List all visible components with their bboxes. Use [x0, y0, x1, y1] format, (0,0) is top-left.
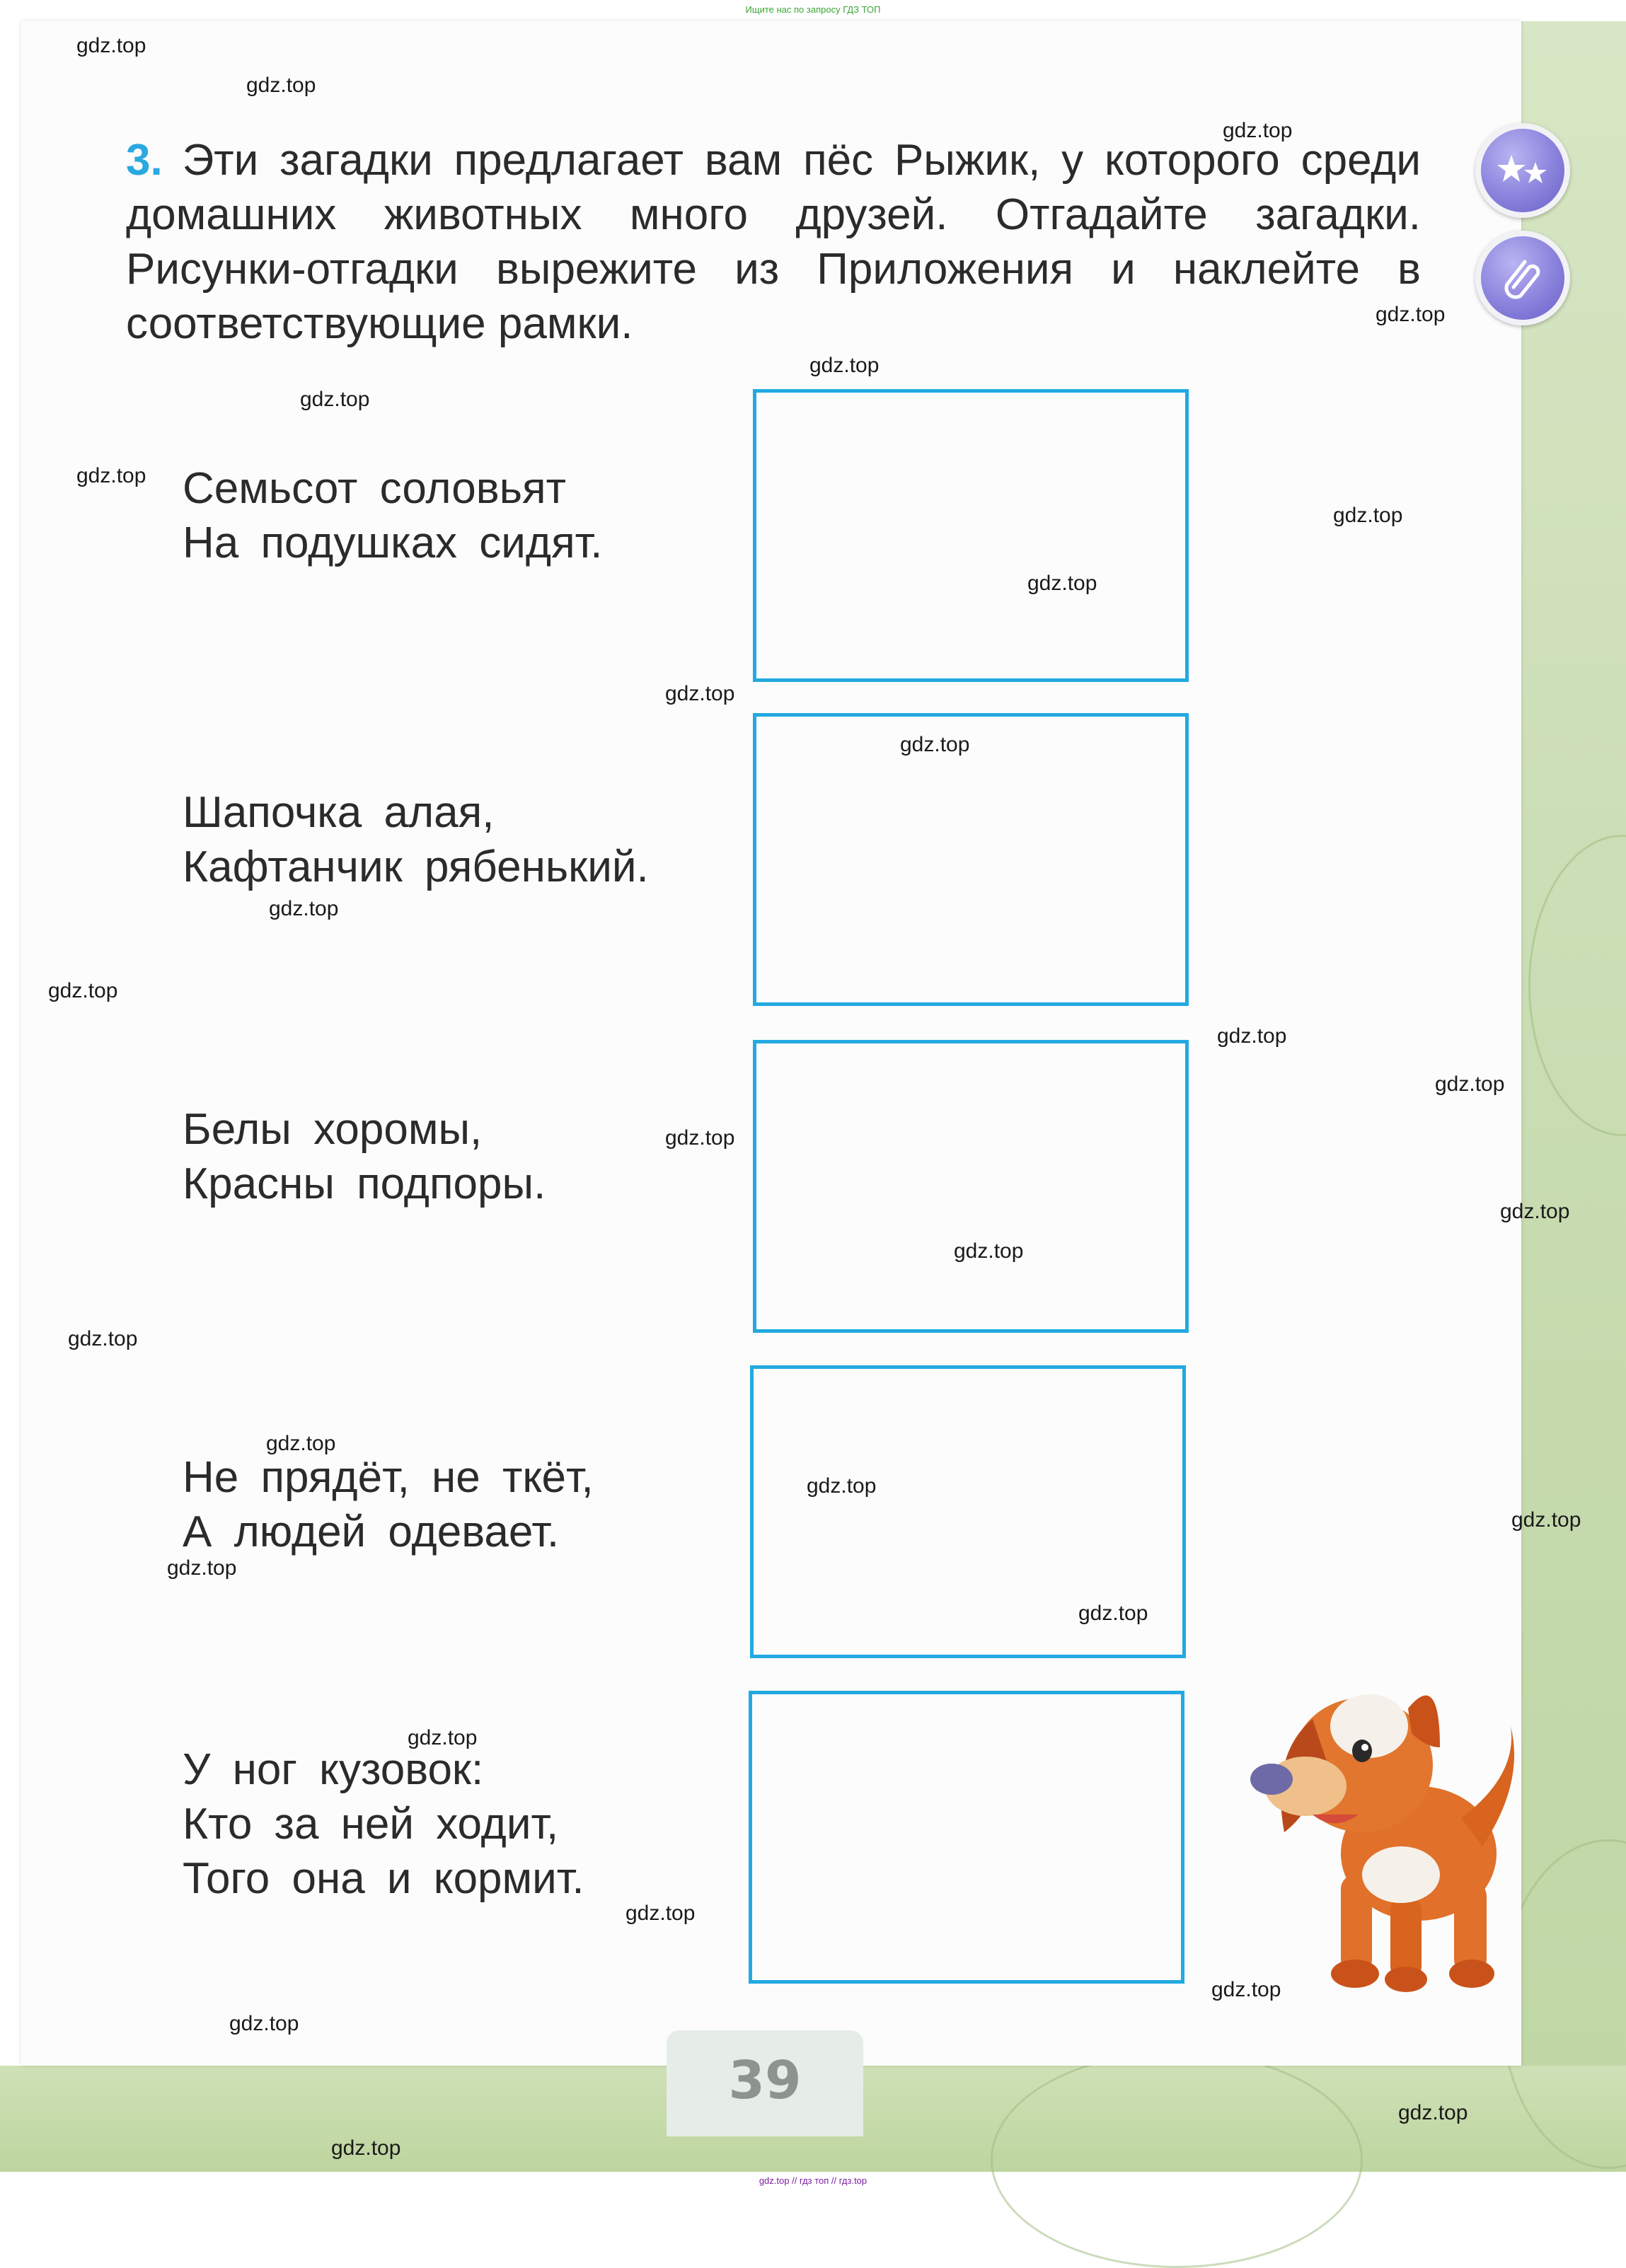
riddle-5: [183, 1742, 584, 1906]
watermark: gdz.top: [1217, 1024, 1287, 1048]
top-note: Ищите нас по запросу ГДЗ ТОП: [745, 4, 881, 15]
task-number: 3.: [126, 136, 163, 185]
riddle-3: [183, 1102, 546, 1211]
watermark: gdz.top: [1398, 2101, 1468, 2124]
watermark: gdz.top: [1333, 504, 1403, 527]
watermark: gdz.top: [76, 34, 146, 57]
watermark: gdz.top: [300, 388, 370, 411]
puppy-illustration: [1228, 1641, 1539, 1995]
watermark: gdz.top: [807, 1474, 877, 1498]
watermark: gdz.top: [1223, 119, 1293, 142]
watermark: gdz.top: [1435, 1072, 1505, 1096]
watermark: gdz.top: [665, 682, 735, 705]
answer-frame-2[interactable]: [753, 713, 1189, 1006]
watermark: gdz.top: [167, 1556, 237, 1580]
answer-frame-3[interactable]: [753, 1040, 1189, 1333]
watermark: gdz.top: [48, 979, 118, 1002]
riddle-4: [183, 1450, 594, 1559]
watermark: gdz.top: [625, 1902, 696, 1925]
riddle-line: Семьсот соловьят: [183, 464, 566, 513]
stars-icon[interactable]: [1475, 123, 1570, 218]
bottom-note: gdz.top // гдз топ // гдз.top: [759, 2175, 867, 2186]
watermark: gdz.top: [246, 74, 316, 97]
watermark: gdz.top: [1027, 572, 1097, 595]
watermark: gdz.top: [809, 354, 880, 377]
watermark: gdz.top: [269, 897, 339, 920]
riddle-line: На подушках сидят.: [183, 519, 603, 567]
watermark: gdz.top: [1078, 1602, 1148, 1625]
page-number: 39: [728, 2050, 802, 2111]
riddle-2: [183, 785, 649, 894]
paperclip-icon[interactable]: [1475, 231, 1570, 325]
watermark: gdz.top: [76, 464, 146, 487]
watermark: gdz.top: [1376, 303, 1446, 326]
leaf-decoration: [991, 2052, 1363, 2268]
watermark: gdz.top: [408, 1726, 478, 1749]
watermark: gdz.top: [954, 1239, 1024, 1263]
watermark: gdz.top: [1500, 1200, 1570, 1223]
watermark: gdz.top: [900, 733, 970, 756]
answer-frame-1[interactable]: [753, 389, 1189, 682]
riddle-line: Шапочка алая,: [183, 788, 495, 837]
riddle-line: Красны подпоры.: [183, 1159, 546, 1208]
riddle-line: Белы хоромы,: [183, 1105, 483, 1154]
watermark: gdz.top: [1511, 1508, 1581, 1532]
watermark: gdz.top: [68, 1327, 138, 1350]
watermark: gdz.top: [266, 1432, 336, 1455]
riddle-line: А людей одевает.: [183, 1508, 560, 1556]
watermark: gdz.top: [331, 2136, 401, 2160]
watermark: gdz.top: [1211, 1978, 1281, 2001]
riddle-line: Кто за ней ходит,: [183, 1800, 559, 1848]
riddle-line: У ног кузовок:: [183, 1745, 484, 1794]
task-text: [126, 133, 1421, 351]
answer-frame-5[interactable]: [749, 1691, 1184, 1984]
watermark: gdz.top: [665, 1126, 735, 1150]
riddle-line: Не прядёт, не ткёт,: [183, 1453, 594, 1502]
riddle-line: Кафтанчик рябенький.: [183, 843, 649, 891]
task-instructions: Эти загадки предлагает вам пёс Рыжик, у которого среди домашних животных много друзей. Отгадайте загадки. Рисунки-отгадки вырежите из Приложения и наклейте в соответствующие рамки.: [126, 136, 1421, 348]
riddle-1: [183, 461, 602, 570]
watermark: gdz.top: [229, 2012, 299, 2035]
riddle-line: Того она и кормит.: [183, 1854, 584, 1903]
